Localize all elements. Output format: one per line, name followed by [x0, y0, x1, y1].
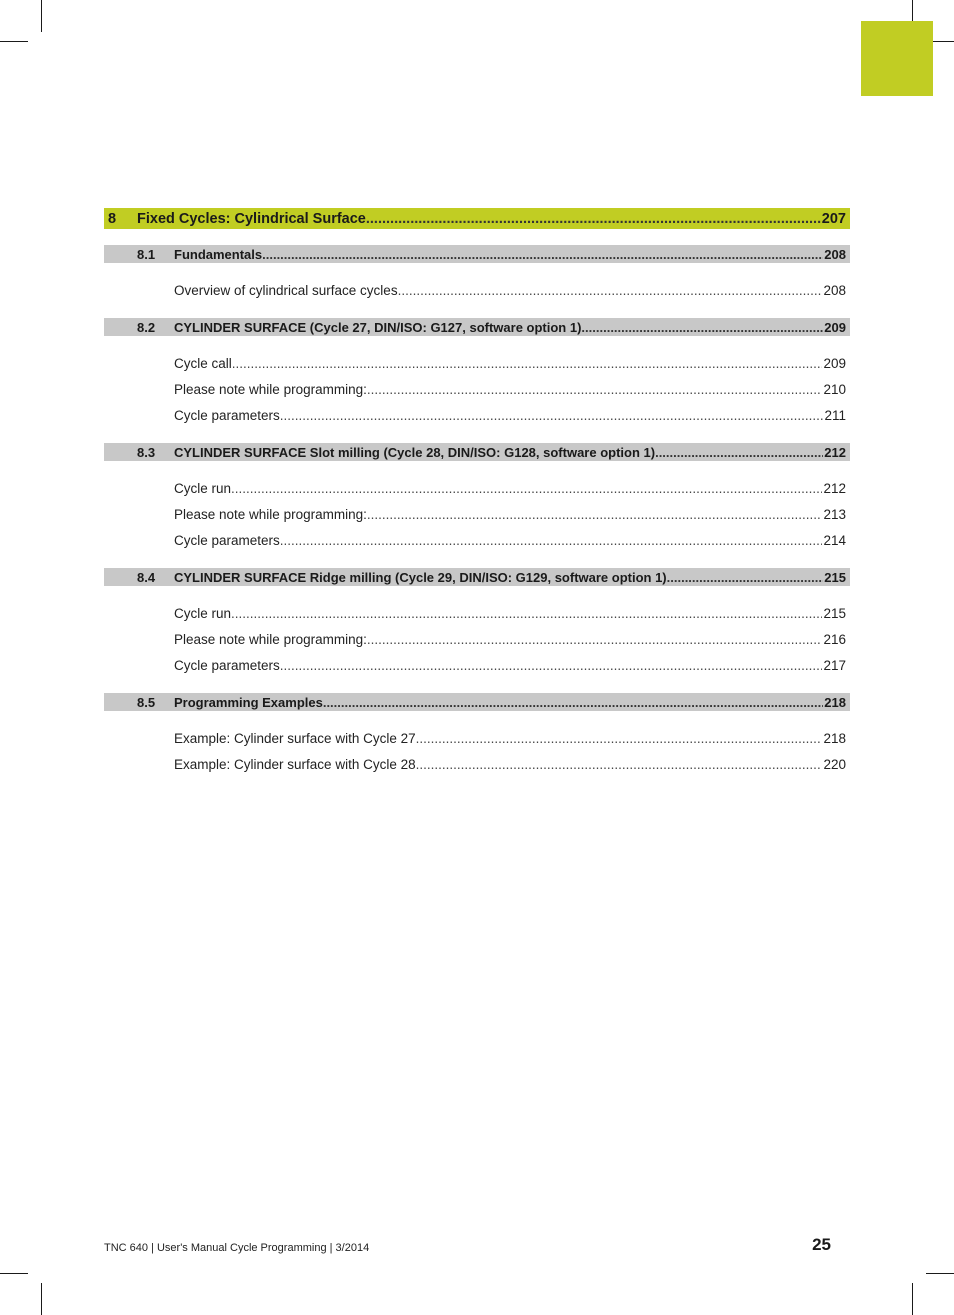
entry-title: Overview of cylindrical surface cycles	[174, 282, 398, 298]
chapter-page: 207	[821, 210, 846, 227]
crop-mark	[0, 1273, 28, 1274]
dot-leader	[280, 408, 824, 423]
entry-title: Cycle run	[174, 480, 232, 496]
entry-page: 218	[823, 730, 846, 746]
dot-leader	[416, 757, 823, 772]
entry-title: Please note while programming:	[174, 506, 367, 522]
toc-entry-row[interactable]	[104, 729, 850, 747]
dot-leader	[367, 507, 823, 522]
toc-entry-row[interactable]	[104, 354, 850, 372]
entry-title: Please note while programming:	[174, 631, 367, 647]
entry-title: Please note while programming:	[174, 381, 367, 397]
footer-text: TNC 640 | User's Manual Cycle Programming | 3/2014	[104, 1242, 370, 1254]
dot-leader	[262, 247, 823, 262]
toc-entry-row[interactable]	[104, 755, 850, 773]
entry-page: 209	[823, 355, 846, 371]
section-title: CYLINDER SURFACE Slot milling (Cycle 28, DIN/ISO: G128, software option 1)	[174, 444, 656, 460]
toc-entry-row[interactable]	[104, 380, 850, 398]
section-number: 8.2	[137, 319, 156, 335]
toc-chapter-row[interactable]	[104, 208, 850, 229]
dot-leader	[280, 658, 823, 673]
section-number: 8.4	[137, 569, 156, 585]
dot-leader	[366, 211, 821, 227]
chapter-number: 8	[108, 210, 117, 227]
section-title: CYLINDER SURFACE (Cycle 27, DIN/ISO: G127, software option 1)	[174, 319, 582, 335]
entry-title: Cycle parameters	[174, 407, 280, 423]
toc-entry-row[interactable]	[104, 505, 850, 523]
dot-leader	[398, 283, 823, 298]
dot-leader	[367, 632, 823, 647]
toc-entry-row[interactable]	[104, 630, 850, 648]
entry-page: 217	[823, 657, 846, 673]
dot-leader	[367, 382, 823, 397]
entry-page: 210	[823, 381, 846, 397]
dot-leader	[655, 445, 823, 460]
section-page: 208	[824, 246, 846, 262]
toc-section-row[interactable]	[104, 693, 850, 711]
toc-section-row[interactable]	[104, 245, 850, 263]
toc-section-row[interactable]	[104, 443, 850, 461]
dot-leader	[323, 695, 823, 710]
dot-leader	[667, 570, 824, 585]
entry-title: Example: Cylinder surface with Cycle 28	[174, 756, 416, 772]
entry-page: 215	[823, 605, 846, 621]
entry-title: Example: Cylinder surface with Cycle 27	[174, 730, 416, 746]
entry-page: 208	[823, 282, 846, 298]
crop-mark	[912, 1283, 913, 1315]
entry-page: 216	[823, 631, 846, 647]
section-title: Fundamentals	[174, 246, 263, 262]
section-title: Programming Examples	[174, 694, 323, 710]
entry-page: 220	[823, 756, 846, 772]
dot-leader	[280, 533, 823, 548]
entry-title: Cycle run	[174, 605, 232, 621]
entry-title: Cycle call	[174, 355, 232, 371]
toc-entry-row[interactable]	[104, 479, 850, 497]
section-page: 218	[824, 694, 846, 710]
crop-mark	[41, 0, 42, 32]
entry-page: 211	[824, 407, 846, 423]
dot-leader	[581, 320, 823, 335]
entry-title: Cycle parameters	[174, 657, 280, 673]
toc-entry-row[interactable]	[104, 604, 850, 622]
dot-leader	[231, 481, 822, 496]
toc-entry-row[interactable]	[104, 656, 850, 674]
crop-mark	[0, 41, 28, 42]
entry-page: 212	[823, 480, 846, 496]
section-page: 215	[824, 569, 846, 585]
crop-mark	[926, 1273, 954, 1274]
section-number: 8.3	[137, 444, 156, 460]
chapter-title: Fixed Cycles: Cylindrical Surface	[137, 210, 366, 227]
toc-entry-row[interactable]	[104, 406, 850, 424]
crop-mark	[41, 1283, 42, 1315]
section-title: CYLINDER SURFACE Ridge milling (Cycle 29, DIN/ISO: G129, software option 1)	[174, 569, 667, 585]
chapter-tab-marker	[861, 21, 933, 96]
dot-leader	[416, 731, 823, 746]
footer-page-number: 25	[812, 1235, 831, 1254]
section-page: 209	[824, 319, 846, 335]
section-number: 8.1	[137, 246, 156, 262]
section-page: 212	[824, 444, 846, 460]
toc-entry-row[interactable]	[104, 281, 850, 299]
entry-page: 214	[823, 532, 846, 548]
toc-entry-row[interactable]	[104, 531, 850, 549]
toc-section-row[interactable]	[104, 568, 850, 586]
toc-section-row[interactable]	[104, 318, 850, 336]
dot-leader	[231, 606, 822, 621]
dot-leader	[232, 356, 823, 371]
section-number: 8.5	[137, 694, 156, 710]
entry-title: Cycle parameters	[174, 532, 280, 548]
entry-page: 213	[823, 506, 846, 522]
